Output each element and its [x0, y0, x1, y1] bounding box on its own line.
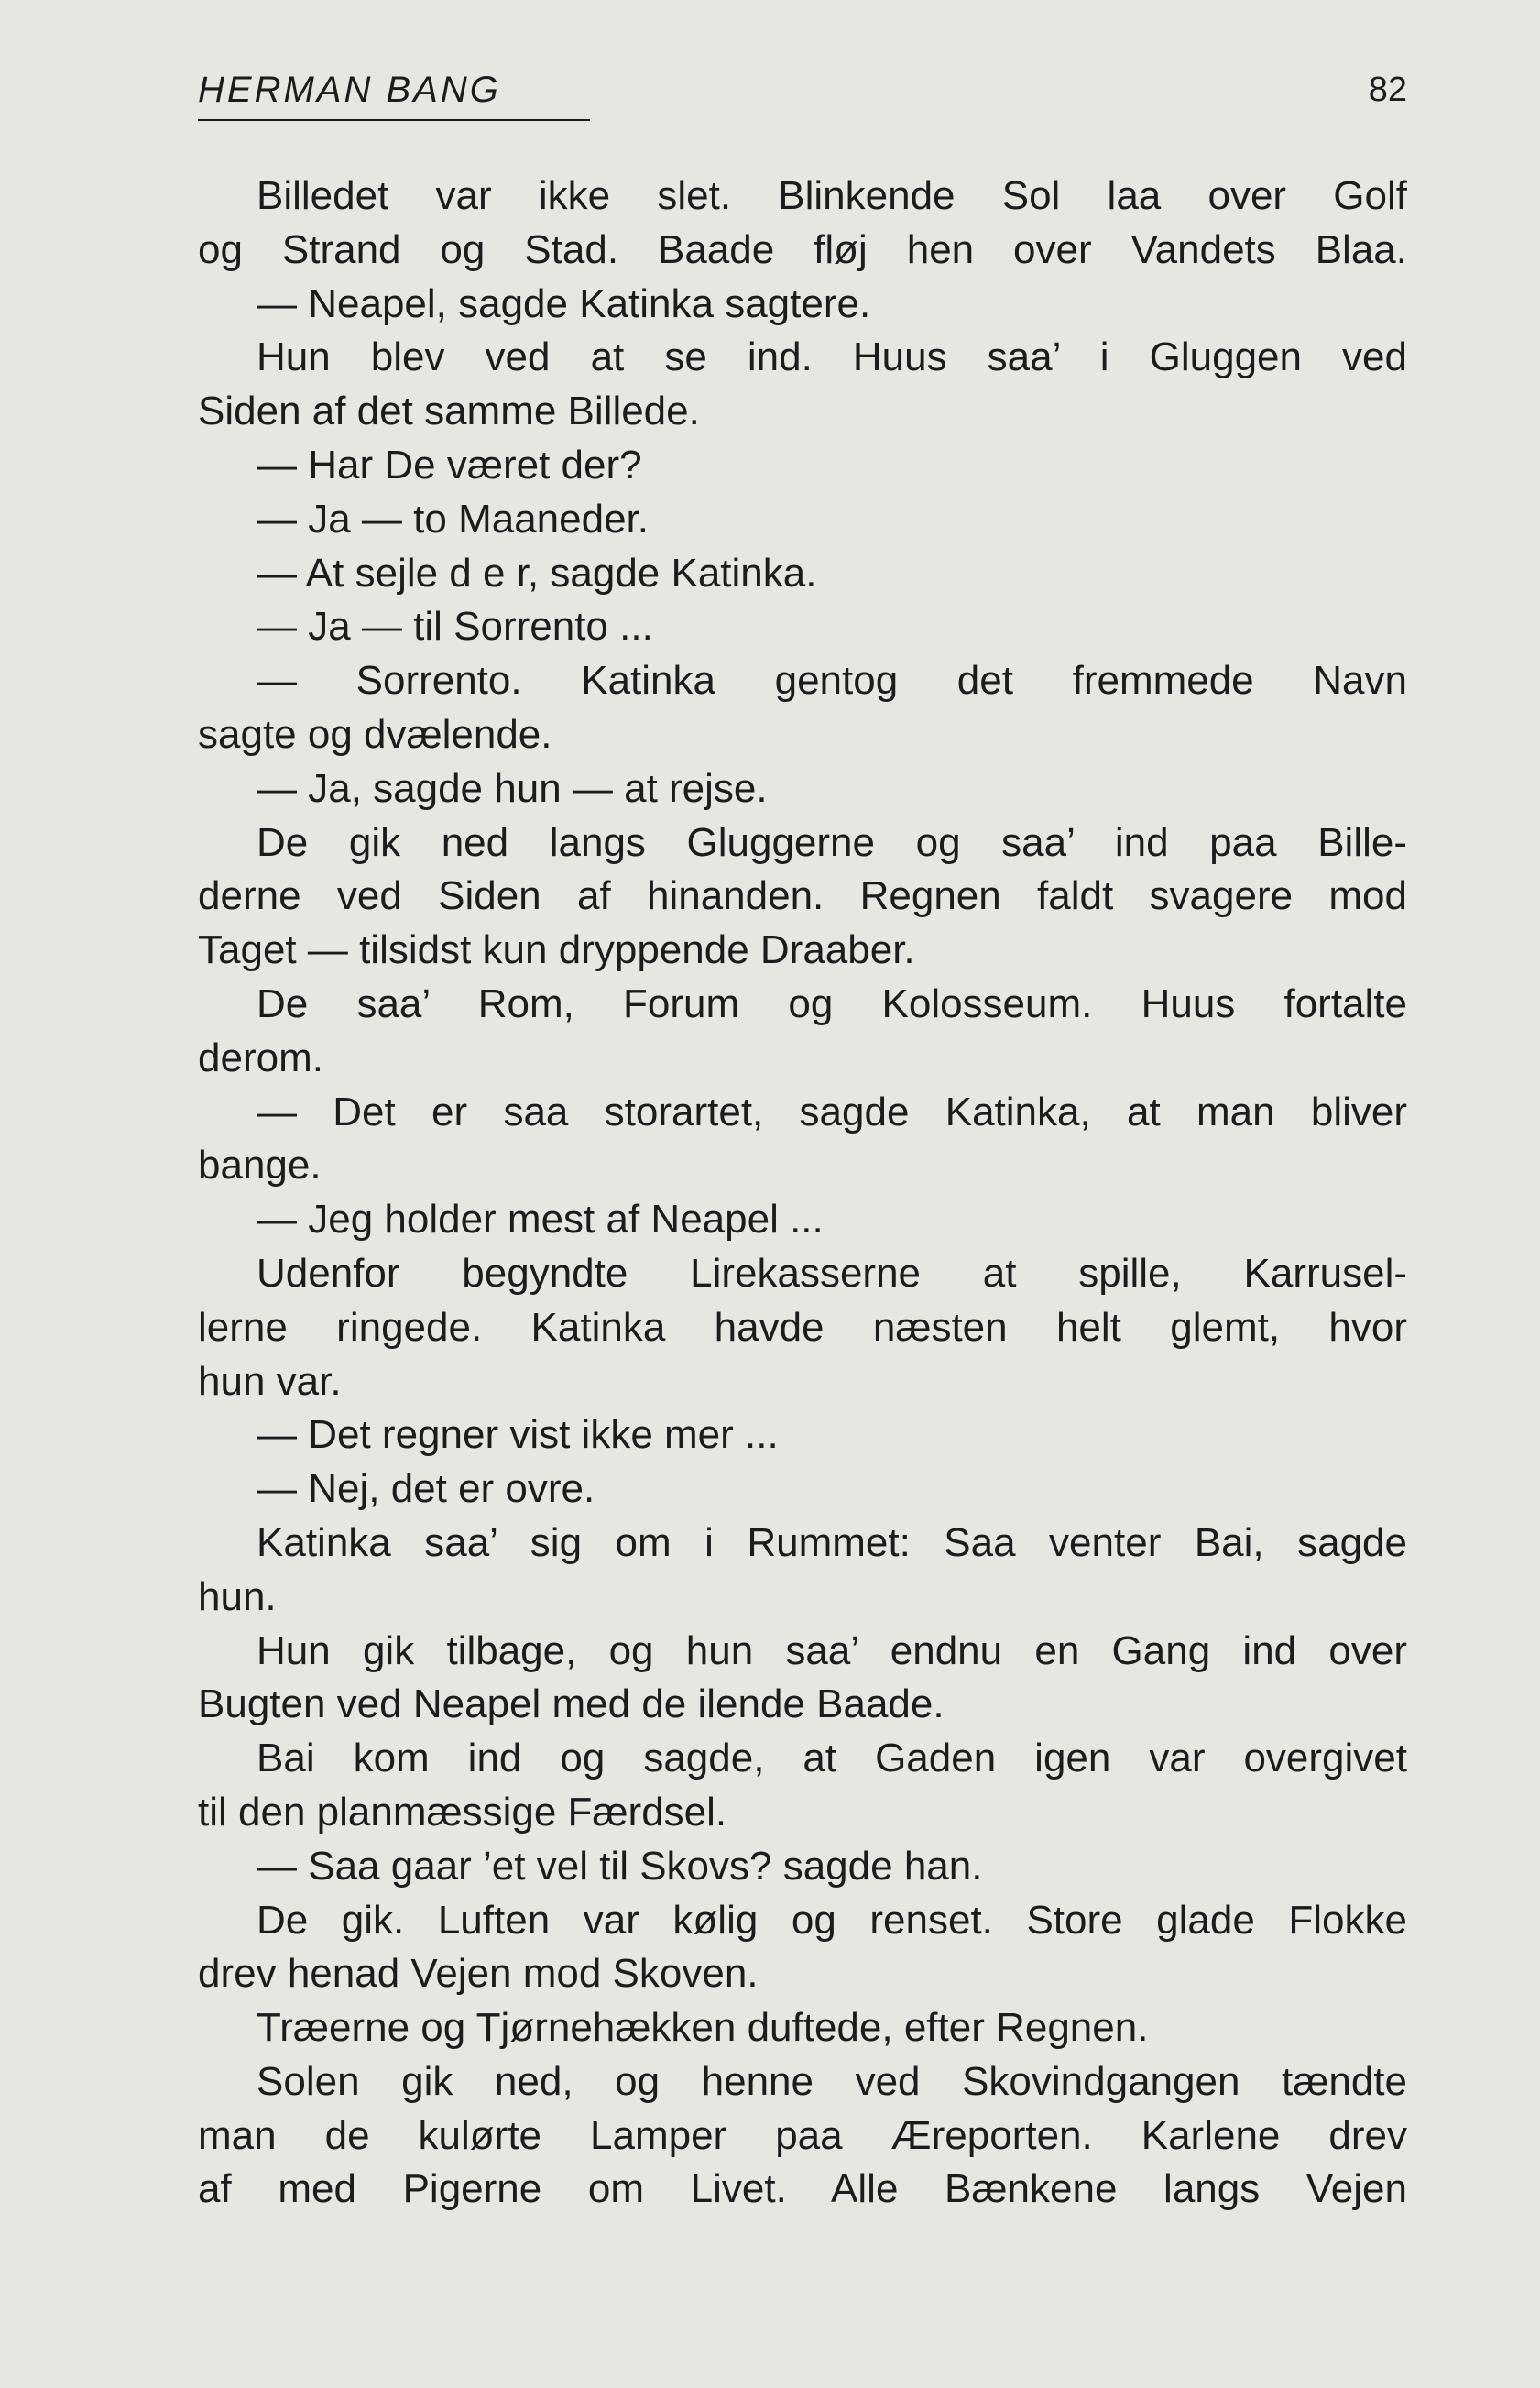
text-line: Taget — tilsidst kun dryppende Draaber. — [198, 927, 915, 973]
text-line: Hun gik tilbage, og hun saa’ endnu en Gang ind over — [257, 1627, 1407, 1673]
running-head — [198, 60, 1407, 119]
text-line: — At sejle d e r, sagde Katinka. — [257, 550, 817, 596]
text-line: til den planmæssige Færdsel. — [198, 1789, 727, 1835]
text-line: drev henad Vejen mod Skoven. — [198, 1951, 759, 1997]
text-line: hun. — [198, 1573, 277, 1619]
text-line: Katinka saa’ sig om i Rummet: Saa venter Bai, sagde — [257, 1519, 1407, 1565]
text-line: Solen gik ned, og henne ved Skovindgangen tændte — [257, 2058, 1407, 2104]
text-line: — Det er saa storartet, sagde Katinka, at man bliver — [257, 1089, 1407, 1134]
text-line: Hun blev ved at se ind. Huus saa’ i Gluggen ved — [257, 334, 1407, 380]
text-line: — Neapel, sagde Katinka sagtere. — [257, 280, 871, 326]
text-line: man de kulørte Lamper paa Æreporten. Karlene drev — [198, 2112, 1407, 2158]
text-line: af med Pigerne om Livet. Alle Bænkene langs Vejen — [198, 2166, 1407, 2212]
text-line: — Ja, sagde hun — at rejse. — [257, 765, 768, 811]
running-head-author: HERMAN BANG — [198, 60, 590, 121]
text-line: og Strand og Stad. Baade fløj hen over Vandets Blaa. — [198, 226, 1407, 272]
text-line: bange. — [198, 1143, 322, 1189]
text-line: derne ved Siden af hinanden. Regnen faldt svagere mod — [198, 873, 1407, 919]
text-line: Træerne og Tjørnehækken duftede, efter Regnen. — [257, 2005, 1149, 2051]
text-line: — Har De været der? — [257, 442, 642, 487]
text-line: De saa’ Rom, Forum og Kolosseum. Huus fortalte — [257, 980, 1407, 1026]
text-line: lerne ringede. Katinka havde næsten helt glemt, hvor — [198, 1304, 1407, 1350]
text-line: — Jeg holder mest af Neapel ... — [257, 1197, 824, 1243]
text-line: Bai kom ind og sagde, at Gaden igen var overgivet — [257, 1736, 1407, 1781]
text-line: Billedet var ikke slet. Blinkende Sol laa over Golf — [257, 173, 1407, 218]
text-line: — Ja — to Maaneder. — [257, 496, 649, 542]
text-line: — Saa gaar ’et vel til Skovs? sagde han. — [257, 1843, 983, 1889]
text-line: — Ja — til Sorrento ... — [257, 604, 653, 650]
body-text — [198, 170, 1407, 2217]
text-line: De gik ned langs Gluggerne og saa’ ind paa Bille- — [257, 819, 1407, 865]
text-line: — Nej, det er ovre. — [257, 1466, 595, 1512]
text-line: derom. — [198, 1035, 323, 1080]
text-line: De gik. Luften var kølig og renset. Store glade Flokke — [257, 1897, 1407, 1943]
text-line: Siden af det samme Billede. — [198, 389, 700, 434]
text-line: Bugten ved Neapel med de ilende Baade. — [198, 1681, 945, 1727]
text-line: — Sorrento. Katinka gentog det fremmede Navn — [257, 658, 1407, 704]
text-line: hun var. — [198, 1358, 342, 1404]
text-line: — Det regner vist ikke mer ... — [257, 1412, 779, 1458]
page-number: 82 — [1368, 71, 1407, 109]
text-line: sagte og dvælende. — [198, 711, 552, 757]
text-line: Udenfor begyndte Lirekasserne at spille, Karrusel- — [257, 1250, 1407, 1296]
